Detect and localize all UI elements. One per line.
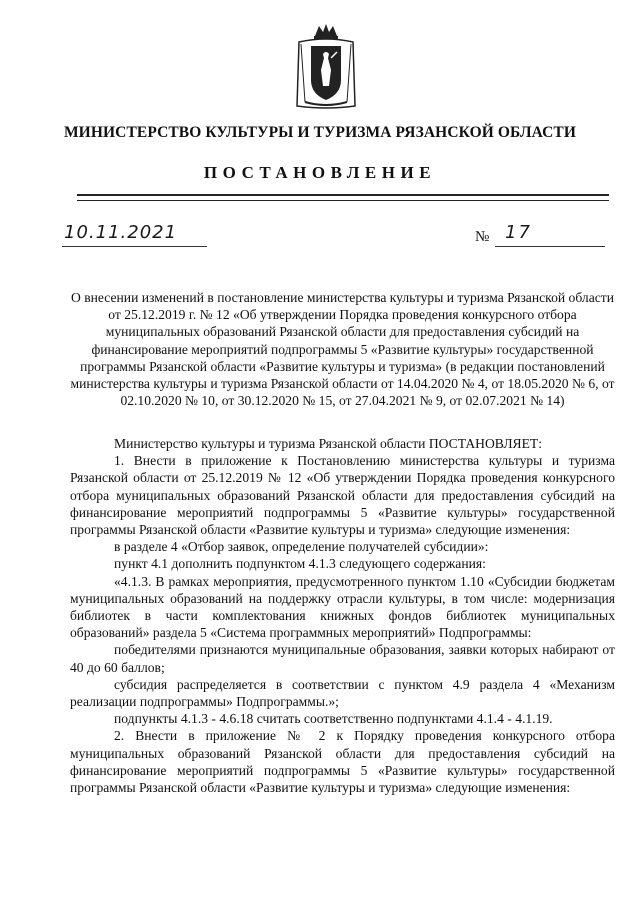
ryazan-coat-of-arms-emblem <box>295 22 357 110</box>
paragraph-resolution: Министерство культуры и туризма Рязанской области ПОСТАНОВЛЯЕТ: <box>114 436 542 451</box>
number-field <box>495 224 605 247</box>
paragraph-section-4: в разделе 4 «Отбор заявок, определение получателей субсидии»: <box>114 539 489 555</box>
paragraph-subsidy: субсидия распределяется в соответствии с пунктом 4.9 раздела 4 «Механизм реализации подпрограммы» Подпрограммы.»; <box>70 676 615 710</box>
paragraph-4-1-3: «4.1.3. В рамках мероприятия, предусмотренного пунктом 1.10 «Субсидии бюджетам муниципальных образований на поддержку отрасли культуры, в том числе: модернизация библиотек в части комплектования книжных фондов библиотек муниципальных образований» раздела 5 «Система программных мероприятий» Подпрограммы: <box>70 573 615 641</box>
paragraph-item-2: 2. Внести в приложение № 2 к Порядку проведения конкурсного отбора муниципальных образований Рязанской области для предоставления субсидий на финансирование мероприятий подпрограммы 5 «Развитие культуры» государственной программы Рязанской области «Развитие культуры и туризма» следующие изменения: <box>70 728 615 796</box>
handwritten-date: 10.11.2021 <box>64 222 178 243</box>
handwritten-number: 17 <box>505 222 532 243</box>
paragraph-point-4-1: пункт 4.1 дополнить подпунктом 4.1.3 следующего содержания: <box>114 556 486 572</box>
document-type-title: ПОСТАНОВЛЕНИЕ <box>203 163 437 182</box>
date-field <box>62 224 207 247</box>
header-divider-thick <box>77 194 609 196</box>
paragraph-renumbering: подпункты 4.1.3 - 4.6.18 считать соответственно подпунктами 4.1.4 - 4.1.19. <box>114 711 553 727</box>
header-divider-thin <box>77 200 609 201</box>
paragraph-item-1: 1. Внести в приложение к Постановлению министерства культуры и туризма Рязанской области от 25.12.2019 № 12 «Об утверждении Порядка проведения конкурсного отбора муниципальных образований Рязанской области для предоставления субсидий на финансирование мероприятий подпрограммы 5 «Развитие культуры» государственной программы Рязанской области «Развитие культуры и туризма» следующие изменения: <box>70 453 615 538</box>
number-label: № <box>475 229 490 245</box>
document-subject: О внесении изменений в постановление министерства культуры и туризма Рязанской области от 25.12.2019 г. № 12 «Об утверждении Порядка проведения конкурсного отбора муниципальных образований Рязанской области для предоставления субсидий на финансирование мероприятий подпрограммы 5 «Развитие культуры» государственной программы Рязанской области «Развитие культуры и туризма» (в редакции постановлений министерства культуры и туризма Рязанской области от 14.04.2020 № 4, от 18.05.2020 № 6, от 02.10.2020 № 10, от 30.12.2020 № 15, от 27.04.2021 № 9, от 02.07.2021 № 14) <box>70 290 615 409</box>
ministry-name: МИНИСТЕРСТВО КУЛЬТУРЫ И ТУРИЗМА РЯЗАНСКОЙ ОБЛАСТИ <box>63 124 577 141</box>
document-body <box>70 435 615 796</box>
paragraph-winners: победителями признаются муниципальные образования, заявки которых набирают от 40 до 60 баллов; <box>70 642 615 675</box>
